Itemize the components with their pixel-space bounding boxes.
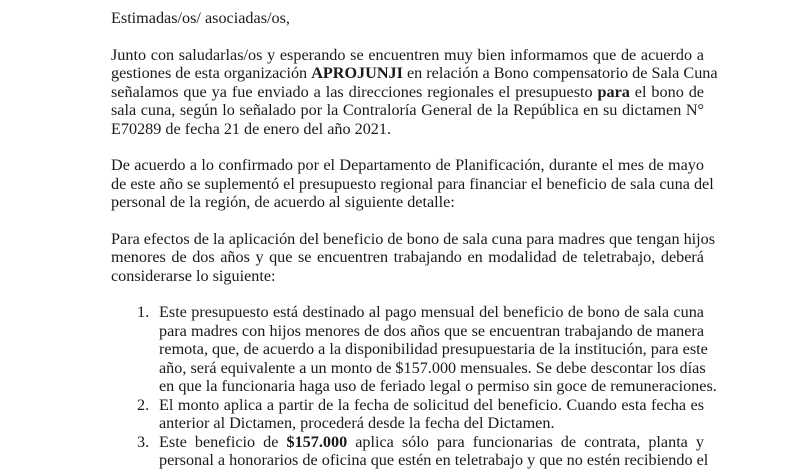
list-number-1: 1.: [137, 303, 150, 321]
paragraph-1-line-1: Junto con saludarlas/os y esperando se encuentren muy bien informamos que de acuerdo a: [111, 46, 704, 64]
paragraph-1-line-5: E70289 de fecha 21 de enero del año 2021.: [111, 120, 392, 138]
amount: $157.000: [286, 433, 348, 451]
list-item-3-line-1: Este beneficio de $157.000 aplica sólo para funcionarias de contrata, planta y: [159, 433, 704, 451]
paragraph-3-line-3: considerarse lo siguiente:: [111, 267, 276, 285]
paragraph-1-line-4: sala cuna, según lo señalado por la Contraloría General de la República en su dictamen N°: [111, 101, 704, 119]
paragraph-2-line-1: De acuerdo a lo confirmado por el Departamento de Planificación, durante el mes de mayo: [111, 156, 704, 174]
list-item-1-line-2: para madres con hijos menores de dos años que se encuentran trabajando de manera: [159, 322, 704, 340]
list-item-1-line-5: en que la funcionaria haga uso de feriado legal o permiso sin goce de remuneraciones.: [159, 377, 717, 395]
paragraph-3-line-2: menores de dos años y que se encuentren trabajando en modalidad de teletrabajo, deberá: [111, 248, 704, 266]
list-number-3: 3.: [137, 433, 150, 451]
organization-name: APROJUNJI: [311, 64, 403, 82]
list-item-1-line-3: remota, que, de acuerdo a la disponibilidad presupuestaria de la institución, para este: [159, 340, 708, 358]
paragraph-3-line-1: Para efectos de la aplicación del beneficio de bono de sala cuna para madres que tengan hijos: [111, 230, 716, 248]
list-item-1-line-1: Este presupuesto está destinado al pago mensual del beneficio de bono de sala cuna: [159, 303, 704, 321]
list-item-1-line-4: año, será equivalente a un monto de $157.000 mensuales. Se debe descontar los días: [159, 359, 706, 377]
list-item-2-line-1: El monto aplica a partir de la fecha de solicitud del beneficio. Cuando esta fecha es: [159, 396, 704, 414]
paragraph-1-line-2: gestiones de esta organización APROJUNJI en relación a Bono compensatorio de Sala Cuna: [111, 64, 718, 82]
paragraph-2-line-3: personal de la región, de acuerdo al siguiente detalle:: [111, 193, 455, 211]
list-item-3-line-2: personal a honorarios de oficina que estén en teletrabajo y que no estén recibiendo el: [159, 451, 709, 469]
list-item-2-line-2: anterior al Dictamen, procederá desde la fecha del Dictamen.: [159, 414, 555, 432]
list-number-2: 2.: [137, 396, 150, 414]
paragraph-1-line-3: señalamos que ya fue enviado a las direcciones regionales el presupuesto para el bono de: [111, 83, 704, 101]
greeting: Estimadas/os/ asociadas/os,: [111, 9, 290, 27]
paragraph-2-line-2: de este año se suplementó el presupuesto regional para financiar el beneficio de sala cuna del: [111, 175, 714, 193]
